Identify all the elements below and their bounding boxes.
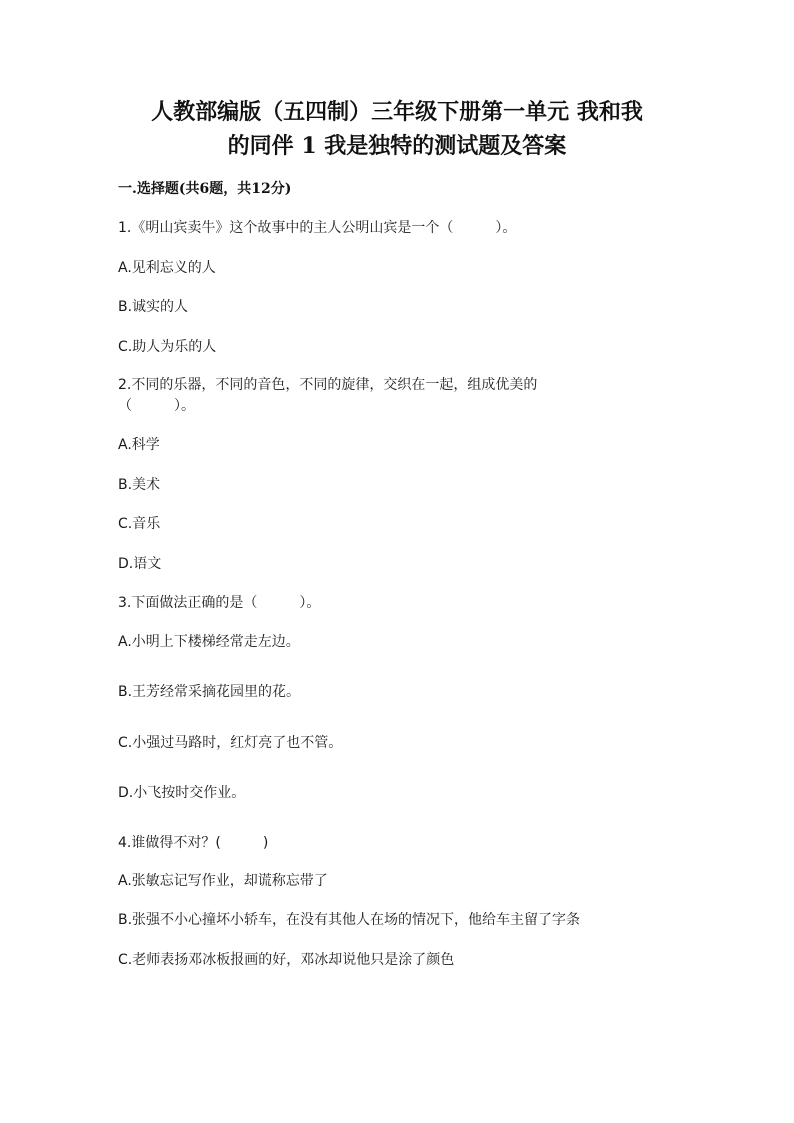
section-heading: 一.选择题(共6题，共12分)	[118, 181, 292, 197]
page-title-line-2: 的同伴 1 我是独特的测试题及答案	[227, 133, 567, 159]
question-4-option-c: C.老师表扬邓冰板报画的好，邓冰却说他只是涂了颜色	[118, 952, 455, 968]
question-3-option-d: D.小飞按时交作业。	[118, 785, 246, 801]
question-2-stem-line-1: 2.不同的乐器，不同的音色，不同的旋律，交织在一起，组成优美的	[118, 377, 538, 393]
page-title-line-1: 人教部编版（五四制）三年级下册第一单元 我和我	[151, 99, 643, 125]
question-3-stem: 3.下面做法正确的是（ ）。	[118, 595, 321, 611]
question-1-option-b: B.诚实的人	[118, 299, 189, 315]
question-1-stem: 1.《明山宾卖牛》这个故事中的主人公明山宾是一个（ ）。	[118, 220, 517, 236]
question-4-option-a: A.张敏忘记写作业，却谎称忘带了	[118, 873, 328, 889]
question-2-stem-line-2: （ ）。	[118, 398, 195, 414]
question-4-stem: 4.谁做得不对？( )	[118, 835, 269, 851]
question-4-option-b: B.张强不小心撞坏小轿车，在没有其他人在场的情况下，他给车主留了字条	[118, 912, 581, 928]
question-3-option-c: C.小强过马路时，红灯亮了也不管。	[118, 735, 343, 751]
question-3-option-a: A.小明上下楼梯经常走左边。	[118, 634, 300, 650]
question-1-option-c: C.助人为乐的人	[118, 339, 217, 355]
question-2-option-d: D.语文	[118, 556, 162, 572]
question-2-option-b: B.美术	[118, 477, 161, 493]
question-3-option-b: B.王芳经常采摘花园里的花。	[118, 684, 301, 700]
question-2-option-a: A.科学	[118, 437, 160, 453]
question-1-option-a: A.见利忘义的人	[118, 260, 216, 276]
question-2-option-c: C.音乐	[118, 516, 161, 532]
